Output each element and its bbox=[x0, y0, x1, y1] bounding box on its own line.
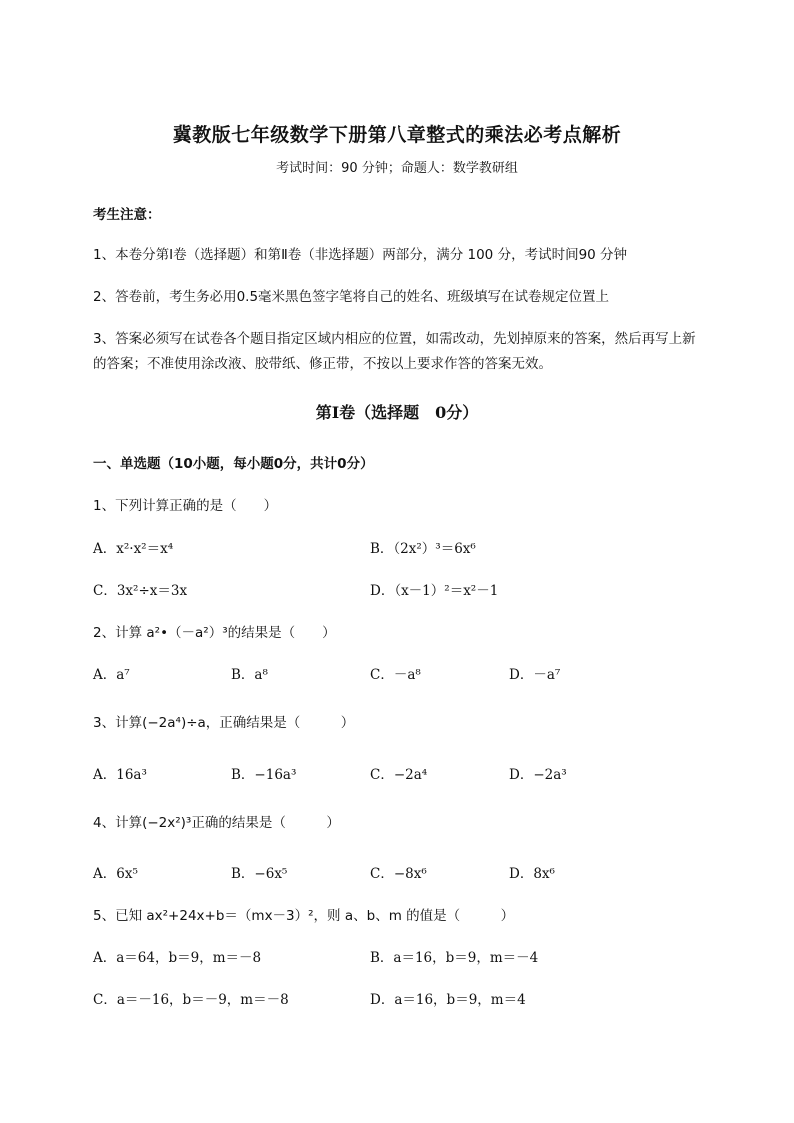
question-3-option-b[interactable]: B．−16a³ bbox=[231, 767, 297, 783]
question-5-option-a[interactable]: A．a＝64，b＝9，m＝－8 bbox=[93, 950, 262, 966]
question-1-option-d[interactable]: D．（x－1）²＝x²－1 bbox=[370, 583, 499, 599]
question-1-option-b[interactable]: B．（2x²）³＝6x⁶ bbox=[370, 541, 476, 557]
page-title: 冀教版七年级数学下册第八章整式的乘法必考点解析 bbox=[172, 124, 622, 146]
question-3-option-c[interactable]: C．−2a⁴ bbox=[370, 767, 428, 783]
notice-item-3: 3、答案必须写在试卷各个题目指定区域内相应的位置，如需改动，先划掉原来的答案，然后再写上新 bbox=[93, 331, 696, 347]
question-3-stem: 3、计算(−2a⁴)÷a，正确结果是（ ） bbox=[93, 715, 355, 731]
question-5-stem: 5、已知 ax²+24x+b＝（mx－3）²，则 a、b、m 的值是（ ） bbox=[93, 908, 515, 924]
notice-heading: 考生注意： bbox=[93, 207, 161, 223]
question-3-option-a[interactable]: A．16a³ bbox=[93, 767, 147, 783]
question-2-stem: 2、计算 a²•（－a²）³的结果是（ ） bbox=[93, 625, 336, 641]
notice-item-1: 1、本卷分第Ⅰ卷（选择题）和第Ⅱ卷（非选择题）两部分，满分 100 分，考试时间90 分钟 bbox=[93, 247, 628, 263]
question-4-option-d[interactable]: D．8x⁶ bbox=[509, 866, 555, 882]
question-2-option-d[interactable]: D．－a⁷ bbox=[509, 667, 561, 683]
question-2-option-a[interactable]: A．a⁷ bbox=[93, 667, 130, 683]
question-1-option-c[interactable]: C．3x²÷x＝3x bbox=[93, 583, 188, 599]
question-2-option-c[interactable]: C．－a⁸ bbox=[370, 667, 421, 683]
question-3-option-d[interactable]: D．−2a³ bbox=[509, 767, 567, 783]
question-5-option-d[interactable]: D．a＝16，b＝9，m＝4 bbox=[370, 992, 526, 1008]
question-4-option-a[interactable]: A．6x⁵ bbox=[93, 866, 138, 882]
question-5-option-c[interactable]: C．a＝－16，b＝－9，m＝－8 bbox=[93, 992, 289, 1008]
question-1-stem: 1、下列计算正确的是（ ） bbox=[93, 498, 278, 514]
question-4-option-c[interactable]: C．−8x⁶ bbox=[370, 866, 427, 882]
question-4-option-b[interactable]: B．−6x⁵ bbox=[231, 866, 288, 882]
section-title: 第Ⅰ卷（选择题 0分） bbox=[315, 403, 479, 422]
part-heading: 一、单选题（10小题，每小题0分，共计0分） bbox=[93, 456, 374, 472]
question-1-option-a[interactable]: A．x²·x²＝x⁴ bbox=[93, 541, 174, 557]
notice-item-3-cont: 的答案；不准使用涂改液、胶带纸、修正带，不按以上要求作答的答案无效。 bbox=[93, 356, 552, 372]
exam-info: 考试时间：90 分钟；命题人：数学教研组 bbox=[276, 161, 518, 176]
notice-item-2: 2、答卷前，考生务必用0.5毫米黑色签字笔将自己的姓名、班级填写在试卷规定位置上 bbox=[93, 289, 610, 305]
question-2-option-b[interactable]: B．a⁸ bbox=[231, 667, 268, 683]
question-5-option-b[interactable]: B．a＝16，b＝9，m＝－4 bbox=[370, 950, 539, 966]
question-4-stem: 4、计算(−2x²)³正确的结果是（ ） bbox=[93, 815, 340, 831]
